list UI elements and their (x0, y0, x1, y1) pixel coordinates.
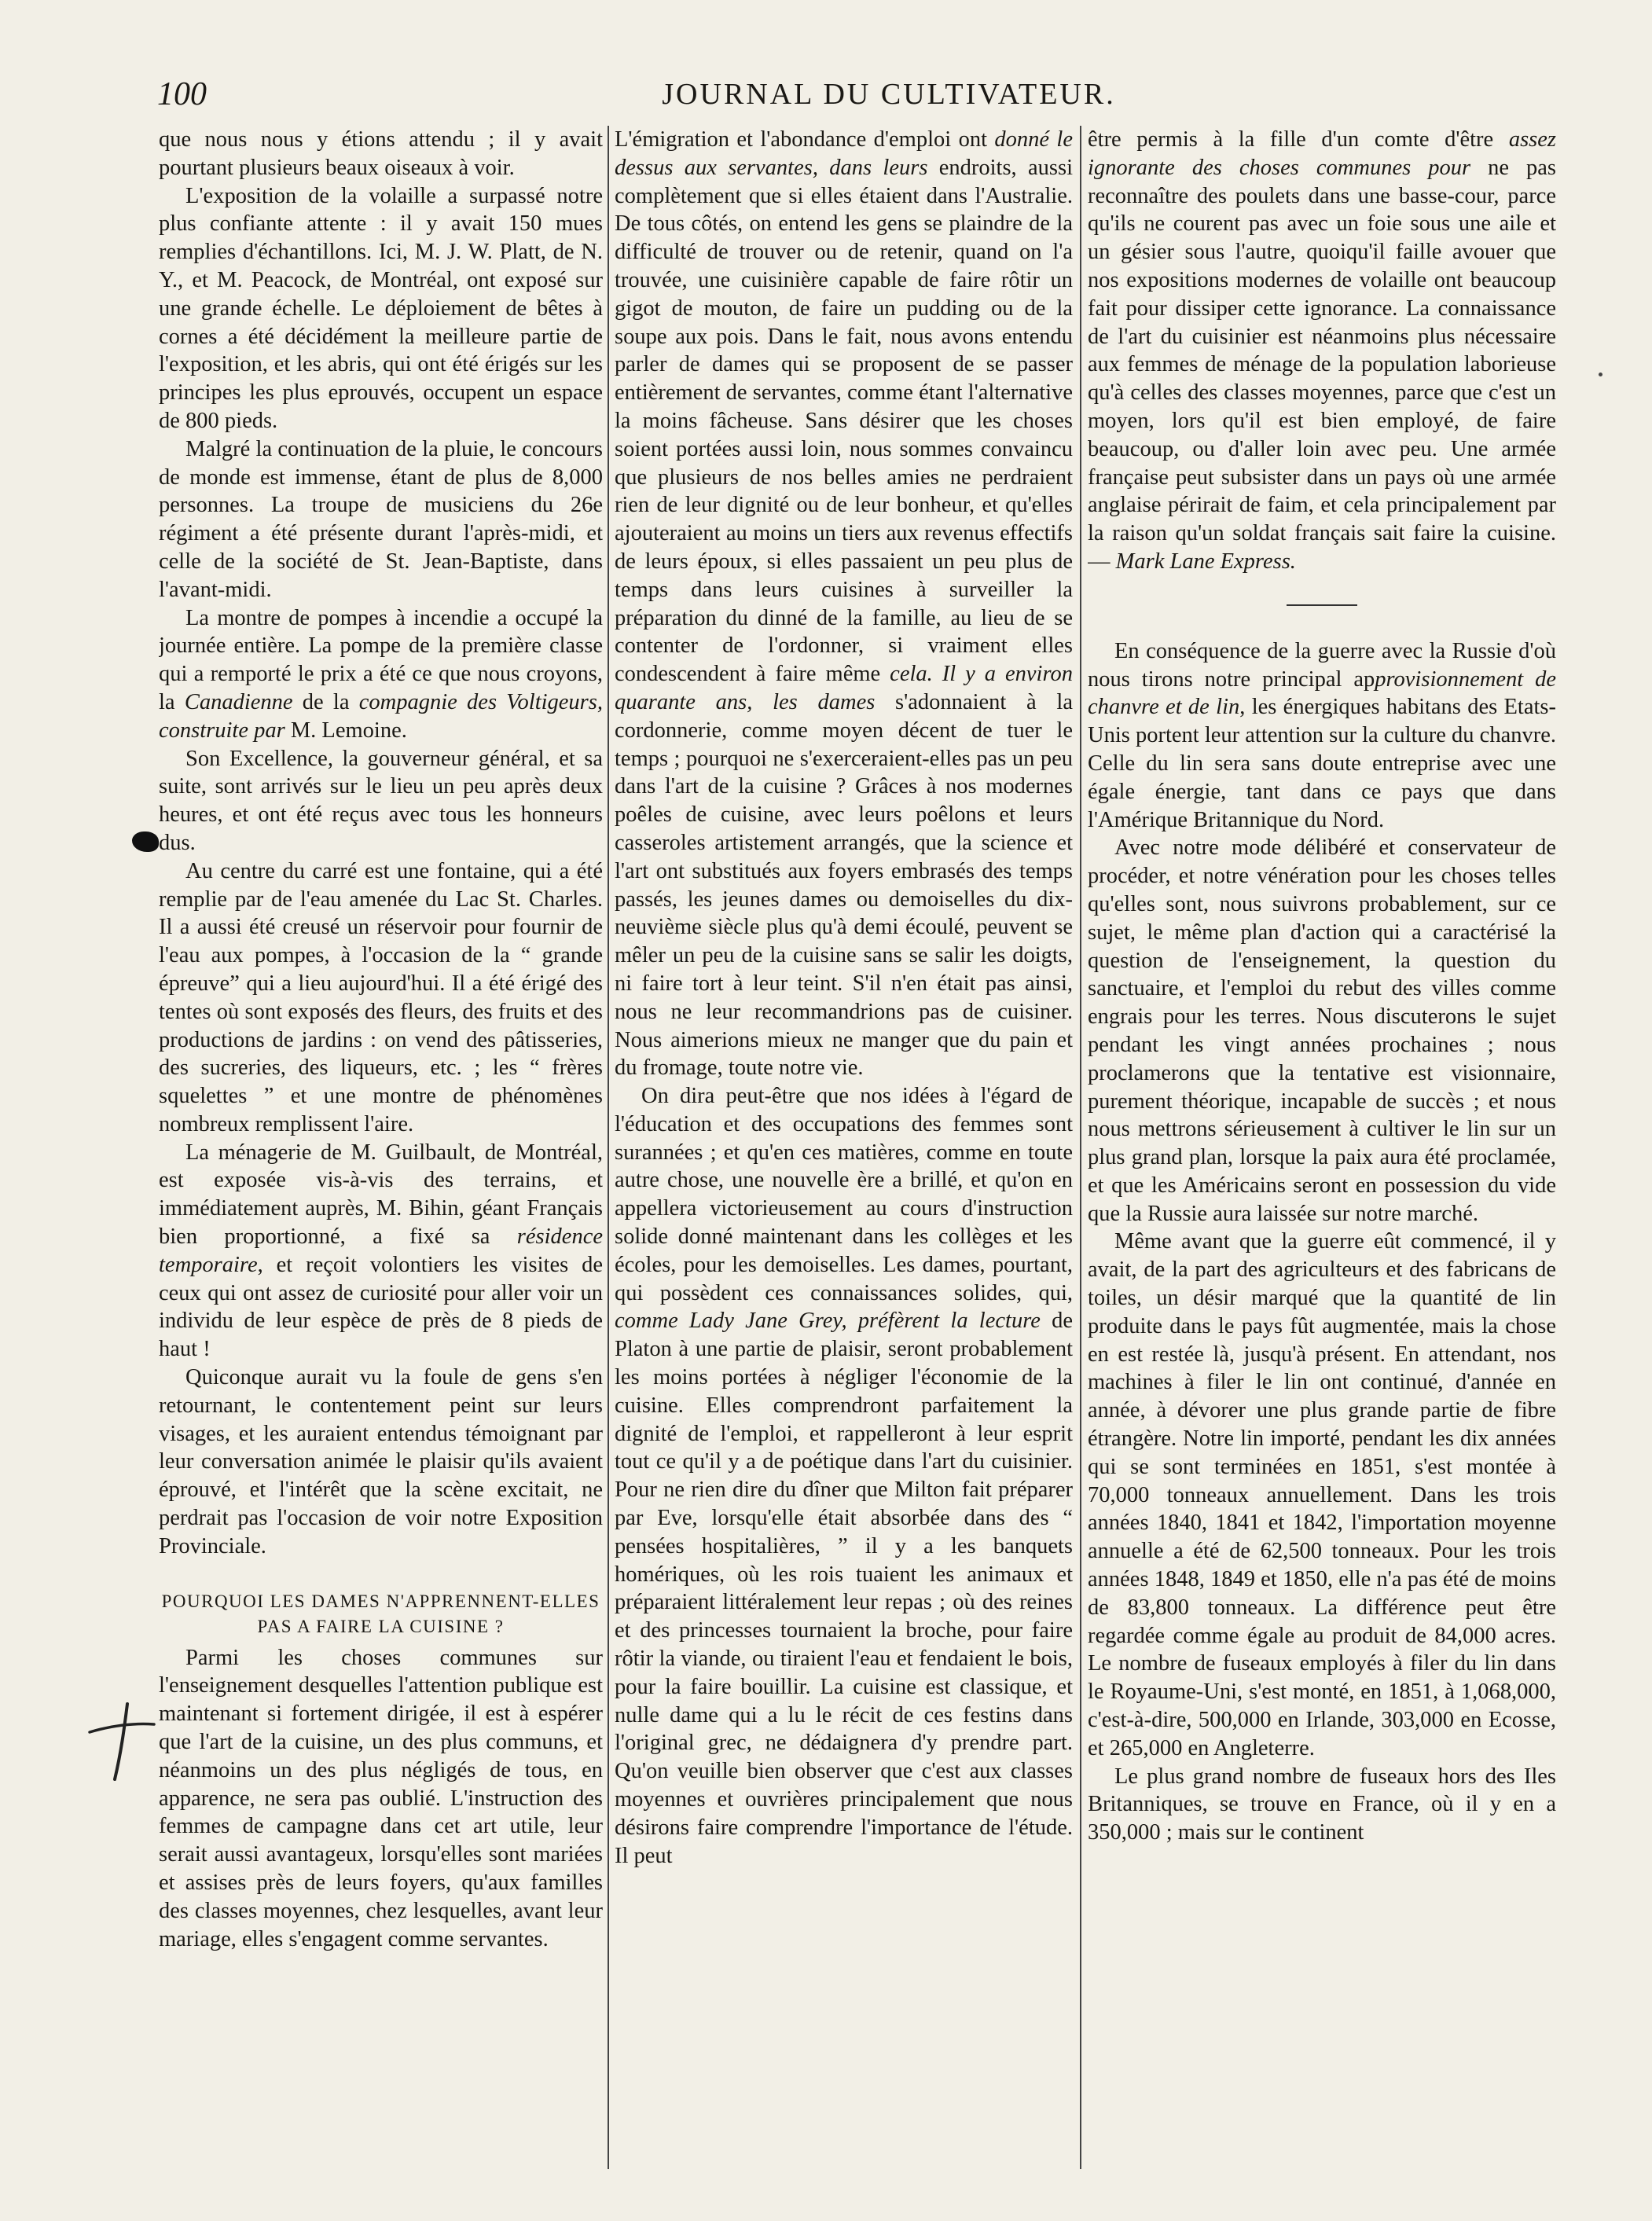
text-run: On dira peut-être que nos idées à l'égard de l'éducation et des occupations des femmes sont surannées ; et qu'en ces matières, comme en toute autre chose, une nouvelle ère a brillé, et qu'on en appellera victorieusement au cours d'instruction solide donné maintenant dans les collèges et les écoles, pour les demoiselles. Les dames, pourtant, qui possèdent ces connaissances solides, qui, (615, 1084, 1073, 1305)
italic-run: Canadienne (184, 689, 293, 714)
ink-speck (1599, 373, 1602, 376)
paragraph (159, 435, 603, 604)
text-run: de Platon à une partie de plaisir, seront probablement les moins portées à négliger l'économie de la cuisine. Elles comprendront parfaitement la dignité de l'emploi, et rappelleront à leur esprit tout ce qu'il y a de poétique dans l'art du cuisinier. Pour ne rien dire du dîner que Milton fait préparer par Eve, lorsqu'elle était absorbée dans des “ pensées hospitalières, ” il y a les banquets homériques, où les rois tuaient les animaux et préparaient littéralement leur repas ; où des reines et des princesses tournaient la broche, pour faire rôtir la viande, ou tiraient l'eau et fendaient le bois, pour la faire bouillir. La cuisine est classique, et nulle dame qui a lu le récit de ces festins dans l'original grec, ne dédaignera d'y prendre part. Qu'on veuille bien observer que c'est aux classes moyennes et ouvrières principalement que nous désirons faire comprendre l'importance de l'étude. Il peut (615, 1309, 1073, 1868)
italic-run: compagnie des Voltigeurs, construite par (159, 689, 603, 743)
text-run: , et reçoit volontiers les visites de ceux qui ont assez de curiosité pour aller voir un individu de leur espèce de près de 8 pieds de haut ! (159, 1252, 603, 1362)
text-run: s'adonnaient à la cordonnerie, comme moyen décent de tuer le temps ; pourquoi ne s'exerceraient-elles pas un peu dans l'art de la cuisine ? Grâces à nos modernes poêles de cuisine, avec leurs poêlons et leurs casseroles artistement arrangés, que la science et l'art ont substitués aux foyers embrasés des temps passés, les jeunes dames ou demoiselles du dix-neuvième siècle plus qu'à demi écoulé, peuvent se mêler un peu de la cuisine sans se salir les doigts, ni faire tort à leur teint. S'il n'en était pas ainsi, nous ne leur recommandrions pas de cuisiner. Nous aimerions mieux ne manger que du pain et du fromage, toute notre vie. (615, 689, 1073, 1081)
ink-blot (132, 831, 159, 852)
text-run: Parmi les choses communes sur l'enseignement desquelles l'attention publique est maintenant si fortement dirigée, il est à espérer que l'art de la cuisine, un des plus communs, et néanmoins un des plus négligés de tous, en apparence, ne sera pas oublié. L'instruction des femmes de campagne dans cet art utile, leur serait aussi avantageux, lorsqu'elles sont mariées et assises près de leurs foyers, qu'aux familles des classes moyennes, chez lesquelles, avant leur mariage, elles s'engagent comme servantes. (159, 1645, 603, 1951)
italic-run: Mark Lane Express. (1115, 549, 1296, 574)
paragraph (615, 126, 1073, 1082)
paragraph (1088, 637, 1556, 835)
section-separator (1287, 604, 1357, 606)
text-run: L'émigration et l'abondance d'emploi ont (615, 127, 995, 152)
italic-run: assez ignorante des choses communes pour (1088, 127, 1556, 180)
column-rule-2 (1080, 126, 1081, 2169)
italic-run: résidence temporaire (159, 1224, 603, 1277)
paragraph (1088, 834, 1556, 1228)
text-run: La montre de pompes à incendie a occupé la journée entière. La pompe de la première classe qui a remporté le prix a été ce que nous croyons, la (159, 605, 603, 714)
italic-run: comme Lady Jane Grey, préfèrent la lecture (615, 1309, 1041, 1334)
journal-title: JOURNAL DU CULTIVATEUR. (662, 78, 1116, 111)
italic-run: provisionnement de chanvre et de lin (1088, 666, 1556, 720)
text-run: que nous nous y étions attendu ; il y avait pourtant plusieurs beaux oiseaux à voir. (159, 127, 603, 180)
paragraph (159, 126, 603, 182)
column-3 (1088, 126, 1556, 2201)
text-run: endroits, aussi complètement que si elles étaient dans l'Australie. De tous côtés, on entend les gens se plaindre de la difficulté de trouver ou de retenir, quand on l'a trouvée, une cuisinière capable de faire rôtir un gigot de mouton, de faire un pudding ou de la soupe aux pois. Dans le fait, nous avons entendu parler de dames qui se proposent de se passer entièrement de servantes, comme étant l'alternative la moins fâcheuse. Sans désirer que les choses soient portées aussi loin, nous sommes convaincu que plusieurs de nos belles amies ne perdraient rien de leur dignité ou de leur bonheur, et qu'elles ajouteraient au moins un tiers aux revenus effectifs de leurs époux, si elles passaient un peu plus de temps dans leurs cuisines à surveiller la préparation du dinné de la famille, au lieu de se contenter de l'ordonner, si vraiment elles condescendent à faire même (615, 155, 1073, 687)
italic-run: cela. Il y a environ quarante ans, les dames (615, 662, 1073, 714)
text-run: , les énergiques habitans des Etats-Unis portent leur attention sur la culture du chanvre. Celle du lin sera sans doute entreprise avec une égale énergie, tant dans ce pays que dans l'Amérique Britannique du Nord. (1088, 695, 1556, 832)
text-run: Malgré la continuation de la pluie, le concours de monde est immense, étant de plus de 8,000 personnes. La troupe de musiciens du 26e régiment a été présente durant l'après-midi, et celle de la société de St. Jean-Baptiste, dans l'avant-midi. (159, 436, 603, 602)
column-1 (159, 126, 603, 2201)
text-run: L'exposition de la volaille a surpassé notre plus confiante attente : il y avait 150 mues remplies d'échantillons. Ici, M. J. W. Platt, de N. Y., et M. Peacock, de Montréal, ont exposé sur une grande échelle. Le déploiement de bêtes à cornes a été décidément la meilleure partie de l'exposition, et les abris, qui ont été érigés sur les principes les plus eprouvés, occupent un espace de 800 pieds. (159, 183, 603, 433)
text-run: Au centre du carré est une fontaine, qui a été remplie par de l'eau amenée du Lac St. Charles. Il a aussi été creusé un réservoir pour fournir de l'eau aux pompes, à l'occasion de la “ grande épreuve” qui a lieu aujourd'hui. Il a été érigé des tentes où sont exposés des fleurs, des fruits et des productions de jardins : on vend des pâtisseries, des sucreries, des liqueurs, etc. ; les “ frères squelettes ” et une montre de phénomènes nombreux remplissent l'aire. (159, 858, 603, 1136)
column-rule-1 (608, 126, 609, 2169)
text-run: Même avant que la guerre eût commencé, il y avait, de la part des agriculteurs et des fabricans de toiles, un désir marqué que la quantité de lin produite dans le pays fût augmentée, mais la chose en est restée là, jusqu'à présent. En attendant, nos machines à filer le lin ont continué, d'année en année, à dévorer une plus grande partie de fibre étrangère. Notre lin importé, pendant les dix années qui se sont terminées en 1851, s'est montée à 70,000 tonneaux annuellement. Dans les trois années 1840, 1841 et 1842, l'importation moyenne annuelle a été de 62,500 tonneaux. Pour les trois années 1848, 1849 et 1850, elle n'a pas été de moins de 83,800 tonneaux. La différence peut être regardée comme égale au produit de 84,000 acres. Le nombre de fuseaux employés à filer du lin dans le Royaume-Uni, s'est monté, en 1851, à 1,068,000, c'est-à-dire, 500,000 en Irlande, 303,000 en Ecosse, et 265,000 en Angleterre. (1088, 1229, 1556, 1760)
paragraph (159, 182, 603, 435)
paragraph (159, 1644, 603, 1954)
paragraph (1088, 1763, 1556, 1847)
text-run: ne pas reconnaître des poulets dans une basse-cour, parce qu'ils ne courent pas avec un foie sous une aile et un gésier sous l'autre, quoiqu'il faille avouer que nos expositions modernes de volaille ont beaucoup fait pour dissiper cette ignorance. La connaissance de l'art du cuisinier est néanmoins plus nécessaire aux femmes de ménage de la population laborieuse qu'à celles des classes moyennes, parce que c'est un moyen, lors qu'il est bien employé, de faire beaucoup, ou d'aller loin avec peu. Une armée française peut subsister dans un pays où une armée anglaise périrait de faim, et cela principalement par la raison qu'un soldat français sait faire la cuisine.— (1088, 155, 1556, 574)
paragraph (1088, 126, 1556, 576)
text-run: M. Lemoine. (285, 718, 407, 743)
text-run: La ménagerie de M. Guilbault, de Montréal, est exposée vis-à-vis des terrains, et immédiatement auprès, M. Bihin, géant Français bien proportionné, a fixé sa (159, 1140, 603, 1250)
text-run: Son Excellence, la gouverneur général, et sa suite, sont arrivés sur le lieu un peu après deux heures, et ont été reçus avec tous les honneurs dus. (159, 746, 603, 855)
text-run: être permis à la fille d'un comte d'être (1088, 127, 1509, 152)
text-run: Avec notre mode délibéré et conservateur de procéder, et notre vénération pour les choses telles qu'elles sont, nous suivrons probablement, sur ce sujet, le même plan d'action qui a caractérisé la question de l'enseignement, la question du sanctuaire, et l'emploi du rebut des villes comme engrais pour les terres. Nous discuterons le sujet pendant les vingt années prochaines ; nous proclamerons que la tentative est visionnaire, purement théorique, incapable de succès ; et nous nous mettrons sérieusement à cultiver le lin sur un plus grand plan, lorsque la paix aura été proclamée, et que les Américains seront en possession du vide que la Russie aura laissée sur notre marché. (1088, 835, 1556, 1226)
paragraph (159, 1364, 603, 1561)
paragraph (159, 857, 603, 1139)
text-run: Le plus grand nombre de fuseaux hors des Iles Britanniques, se trouve en France, où il y en a 350,000 ; mais sur le continent (1088, 1764, 1556, 1845)
paragraph (159, 604, 603, 745)
paragraph (615, 1082, 1073, 1870)
paragraph (159, 745, 603, 857)
text-run: de la (292, 689, 359, 714)
text-run: Quiconque aurait vu la foule de gens s'en retournant, le contentement peint sur leurs visages, et les auraient entendus témoignant par leur conversation animée le plaisir qu'ils avaient éprouvé, et l'intérêt que la scène excitait, ne perdrait pas l'occasion de voir notre Exposition Provinciale. (159, 1365, 603, 1558)
article-heading: POURQUOI LES DAMES N'APPRENNENT-ELLES PAS A FAIRE LA CUISINE ? (161, 1591, 600, 1636)
pencil-cross-mark (86, 1698, 157, 1784)
text-run: En conséquence de la guerre avec la Russie d'où nous tirons notre principal ap (1088, 638, 1556, 692)
italic-run: donné le dessus aux servantes, dans leurs (615, 127, 1073, 180)
paragraph (159, 1139, 603, 1364)
paragraph (1088, 1228, 1556, 1762)
column-2 (615, 126, 1073, 2201)
page-number: 100 (157, 76, 207, 112)
page-header (157, 69, 1621, 116)
